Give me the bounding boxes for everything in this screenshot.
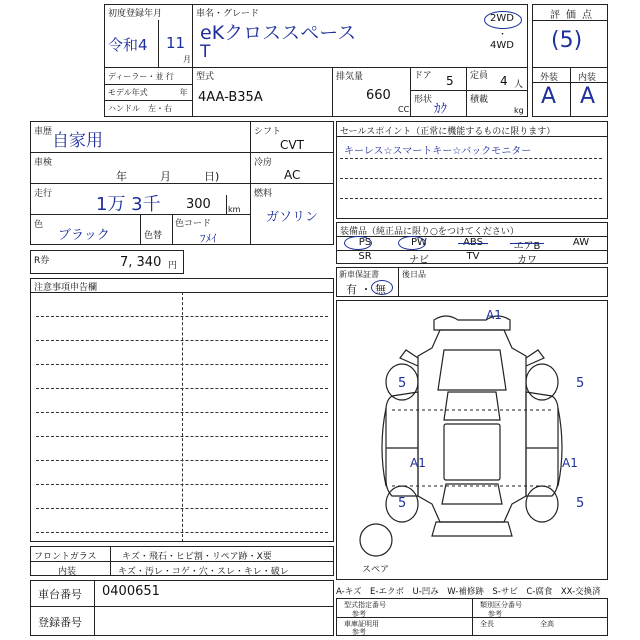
car-name: eKクロススペース [200,22,357,44]
displacement: 660 [366,88,391,103]
car-name-label: 車名・グレード [196,9,260,19]
first-reg-label: 初度登録年月 [108,9,163,19]
equipment-label: 装備品（純正品に限り○をつけてください） [340,227,519,237]
notes-label: 注意事項申告欄 [34,283,98,293]
selling-points-label: セールスポイント（正常に機能するものに限ります） [340,127,556,137]
drive-4wd: 4WD [490,40,514,51]
abs-strike [458,243,488,244]
equipment-aw: AW [572,237,590,248]
airbag-strike [510,243,544,244]
ps-circle [344,236,372,250]
equipment-sr: SR [358,251,372,262]
model-label: 型式 [196,72,215,82]
body-shape: ｶｸ [434,102,447,117]
mileage: 1万 3千 [96,194,161,215]
shift-value: CVT [280,138,304,152]
damage-right-side: A1 [562,456,578,470]
selling-points-text: キーレス☆スマートキー☆バックモニター [344,146,532,157]
damage-left-side: A1 [410,456,426,470]
equipment-pw: PW [411,237,427,248]
color-value: ブラック [58,228,110,243]
interior-text: キズ・汚レ・コゲ・穴・スレ・キレ・破レ [118,567,289,577]
equipment-tv: TV [466,251,480,262]
damage-front-right-wheel: 5 [576,376,585,391]
fuel-value: ガソリン [266,210,319,225]
score-value: (5) [551,28,583,53]
damage-rear-left-wheel: 5 [398,496,407,511]
windshield-text: キズ・飛石・ヒビ割・リペア跡・X要 [122,552,272,562]
pw-circle [398,236,426,250]
capacity: 4 [500,74,508,88]
model-code: 4AA-B35A [198,90,263,105]
equipment-navi: ナビ [409,255,429,266]
warranty-value: 有 ・ 無 [346,283,386,296]
equipment-leather: カワ [517,255,537,266]
equipment-airbag: エアB [513,241,541,252]
ac-value: AC [284,168,301,182]
interior-grade: A [580,84,596,109]
exterior-grade: A [541,84,557,109]
color-code: ﾌﾒｲ [200,232,217,245]
damage-legend: A-キズ E-エクボ U-凹み W-補修跡 S-サビ C-腐食 XX-交換済 [336,587,601,597]
era-value: 令和4 [108,36,148,54]
damage-front-bumper: A1 [486,308,502,322]
usage-category: 自家用 [52,131,103,151]
damage-front-left-wheel: 5 [398,376,407,391]
score-label: 評価点 [550,10,598,21]
inspection-date: 年 月 日) [116,170,220,183]
doors: 5 [446,74,454,88]
recycle-amount: 7, 340 [120,255,162,270]
drive-2wd: 2WD [490,13,514,24]
warranty-none-circle [371,280,393,295]
grade: T [200,42,211,62]
chassis-number: 0400651 [102,584,160,599]
equipment-abs: ABS [463,237,483,248]
car-diagram [336,300,608,580]
mileage-extra: 300 [186,197,211,212]
damage-rear-right-wheel: 5 [576,496,585,511]
equipment-ps: PS [358,237,372,248]
spare-label: スペア [362,565,390,575]
month-value: 11 [166,34,186,52]
